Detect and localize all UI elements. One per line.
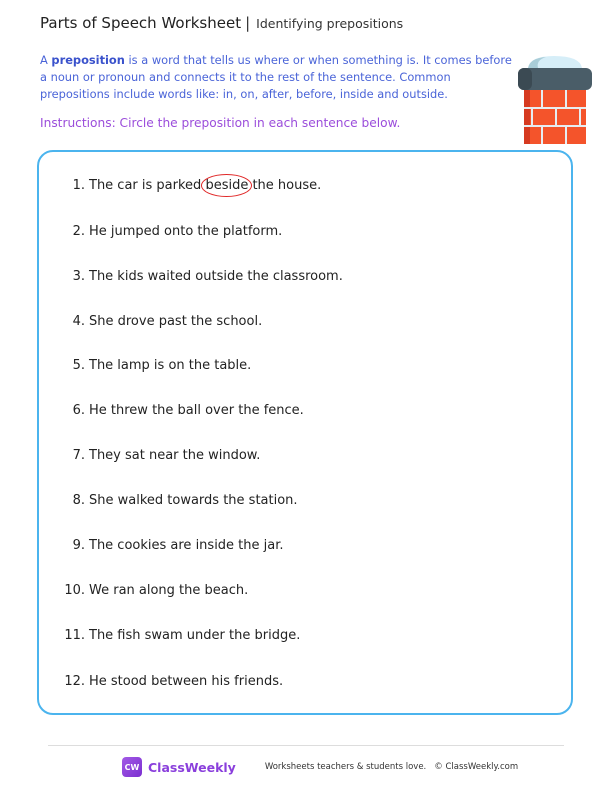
item-number: 5. — [72, 358, 85, 373]
sentence-8[interactable] — [39, 493, 298, 508]
item-number: 10. — [64, 583, 85, 598]
chimney-icon — [516, 54, 592, 144]
sentence-text: He stood between his friends. — [89, 674, 284, 689]
sentence-9[interactable] — [39, 538, 284, 553]
sentence-1 — [39, 178, 321, 193]
keyword-preposition: preposition — [51, 53, 125, 67]
classweekly-logo-icon[interactable]: CW — [122, 757, 142, 777]
item-number: 1. — [72, 178, 85, 193]
instructions-text: Circle the preposition in each sentence below. — [115, 116, 401, 130]
sentence-2[interactable] — [39, 224, 282, 239]
sentence-3[interactable] — [39, 269, 343, 284]
item-number: 7. — [72, 448, 85, 463]
item-number: 3. — [72, 269, 85, 284]
item-number: 12. — [64, 674, 85, 689]
sentence-text: We ran along the beach. — [89, 583, 249, 598]
sentence-text: He threw the ball over the fence. — [89, 403, 304, 418]
sentence-11[interactable] — [39, 628, 300, 643]
sentence-text: She walked towards the station. — [89, 493, 298, 508]
sentence-4[interactable] — [39, 314, 262, 329]
sentence-text: The cookies are inside the jar. — [89, 538, 284, 553]
definition-paragraph — [40, 52, 520, 103]
tagline: Worksheets teachers & students love. — [264, 762, 427, 772]
sentence-10[interactable] — [39, 583, 248, 598]
footer — [122, 757, 518, 777]
item-number: 2. — [72, 224, 85, 239]
item-number: 9. — [72, 538, 85, 553]
sentence-5[interactable] — [39, 358, 251, 373]
page-subtitle: Identifying prepositions — [256, 16, 404, 31]
sentence-6[interactable] — [39, 403, 304, 418]
sentence-text: She drove past the school. — [89, 314, 263, 329]
item-number: 6. — [72, 403, 85, 418]
sentence-text: The fish swam under the bridge. — [89, 628, 301, 643]
brand-name[interactable]: ClassWeekly — [148, 759, 236, 775]
instructions-label: Instructions: — [40, 116, 116, 130]
item-number: 4. — [72, 314, 85, 329]
sentence-7[interactable] — [39, 448, 260, 463]
footer-divider — [48, 745, 564, 746]
sentence-12[interactable] — [39, 674, 283, 689]
sentence-text: They sat near the window. — [89, 448, 261, 463]
page-title: Parts of Speech Worksheet — [40, 14, 242, 32]
intro-prefix: A — [40, 53, 52, 67]
title-separator: | — [245, 14, 251, 32]
sentence-text: The kids waited outside the classroom. — [89, 269, 343, 284]
item-number: 8. — [72, 493, 85, 508]
copyright[interactable]: © ClassWeekly.com — [434, 762, 519, 772]
intro-text: is a word that tells us where or when something is. It comes before a noun or pronoun and connects it to the rest of the sentence. Common prepositions include words like: in, on, after, before, inside and outside. — [40, 53, 512, 101]
circled-answer[interactable]: beside — [205, 178, 249, 193]
sentence-text: He jumped onto the platform. — [89, 224, 283, 239]
sentence-text: The lamp is on the table. — [89, 358, 252, 373]
sentence-text: The car is parked — [89, 178, 206, 193]
instructions — [40, 116, 400, 130]
item-number: 11. — [64, 628, 85, 643]
exercise-box — [37, 150, 573, 715]
worksheet-title — [40, 14, 403, 32]
sentence-text: the house. — [248, 178, 322, 193]
